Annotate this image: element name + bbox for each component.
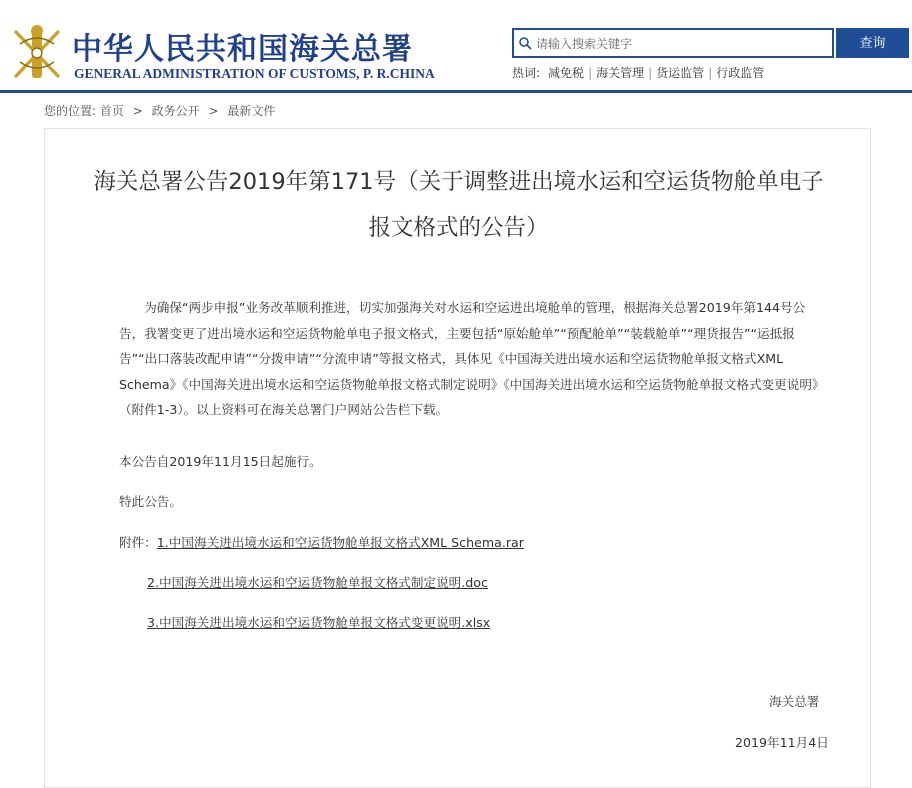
breadcrumb — [44, 102, 275, 119]
article-title: 海关总署公告2019年第171号（关于调整进出境水运和空运货物舱单电子报文格式的公告） — [93, 169, 824, 241]
attachment-link-2[interactable]: 2.中国海关进出境水运和空运货物舱单报文格式制定说明.doc — [147, 575, 488, 590]
breadcrumb-separator: > — [132, 104, 143, 118]
site-header — [0, 0, 912, 90]
article-date: 2019年11月4日 — [735, 735, 829, 750]
hot-words-label: 热词: — [512, 66, 541, 80]
hot-words: 热词: 减免税 | 海关管理 | 货运监管 | 行政监管 — [512, 66, 765, 80]
breadcrumb-latest-docs[interactable]: 最新文件 — [227, 104, 276, 118]
search-box — [512, 28, 834, 58]
breadcrumb-label: 您的位置: — [44, 104, 97, 118]
customs-emblem-icon[interactable] — [6, 22, 68, 84]
article-paragraph: 为确保“两步申报”业务改革顺利推进，切实加强海关对水运和空运进出境舱单的管理，根据海关总署2019年第144号公告，我署变更了进出境水运和空运货物舱单电子报文格式，主要包括“原始舱单”“预配舱单”“装载舱单”“理货报告”“运抵报告”“出口落装改配申请”“分拨申请”“分流申请”等报文格式，具体见《中国海关进出境水运和空运货物舱单报文格式XML Schema》《中国海关进出境水运和空运货物舱单报文格式制定说明》《中国海关进出境水运和空运货物舱单报文格式变更说明》（附件1-3）。以上资料可在海关总署门户网站公告栏下载。 — [119, 300, 819, 417]
breadcrumb-home[interactable]: 首页 — [99, 104, 124, 118]
site-title-cn[interactable]: 中华人民共和国海关总署 — [72, 32, 413, 67]
attachments-label: 附件： — [119, 535, 157, 550]
search-input[interactable] — [534, 32, 828, 56]
attachments-row — [147, 572, 488, 591]
hot-word-link[interactable]: 海关管理 — [596, 66, 645, 80]
article-signature: 海关总署 — [769, 694, 820, 709]
hot-word-link[interactable]: 减免税 — [548, 66, 585, 80]
hot-word-link[interactable]: 货运监管 — [656, 66, 705, 80]
header-divider — [0, 90, 912, 93]
search-icon — [518, 36, 532, 50]
search-button[interactable]: 查询 — [836, 28, 909, 58]
breadcrumb-gov-affairs[interactable]: 政务公开 — [151, 104, 200, 118]
breadcrumb-separator: > — [208, 104, 219, 118]
article-paragraph: 特此公告。 — [119, 494, 182, 509]
site-title-en[interactable]: GENERAL ADMINISTRATION OF CUSTOMS, P. R.CHINA — [74, 66, 435, 81]
attachments-row — [119, 532, 524, 551]
hot-word-link[interactable]: 行政监管 — [716, 66, 765, 80]
attachment-link-1[interactable]: 1.中国海关进出境水运和空运货物舱单报文格式XML Schema.rar — [156, 535, 524, 550]
attachment-link-3[interactable]: 3.中国海关进出境水运和空运货物舱单报文格式变更说明.xlsx — [147, 615, 491, 630]
article-card — [44, 128, 871, 788]
attachments-row — [147, 612, 490, 631]
article-body — [119, 295, 824, 423]
article-paragraph: 本公告自2019年11月15日起施行。 — [119, 454, 322, 469]
